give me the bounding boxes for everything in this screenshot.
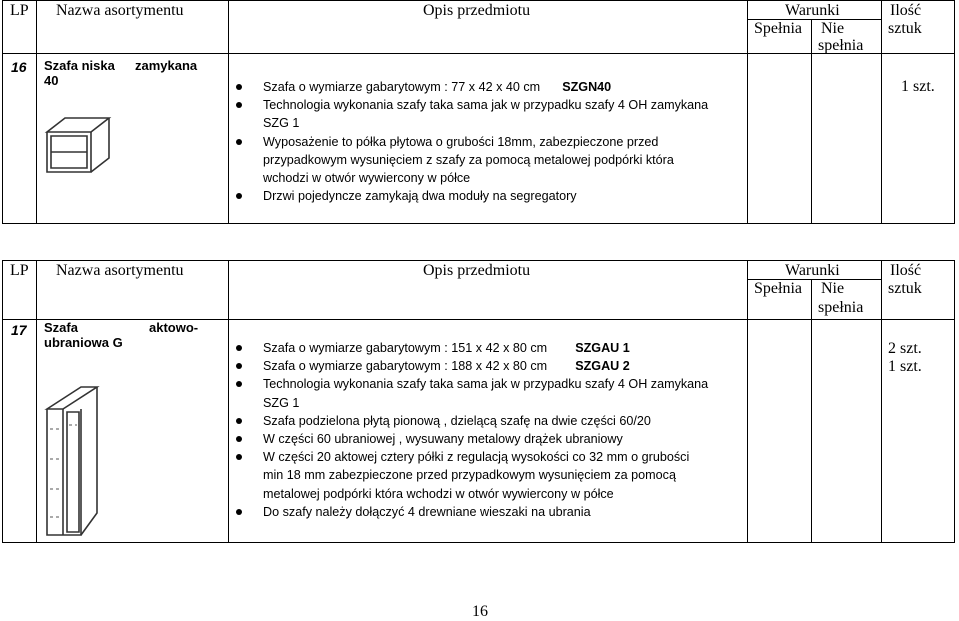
header-lp: LP: [10, 2, 29, 19]
item-name-line1b: aktowo-: [149, 320, 199, 335]
header-name: Nazwa asortymentu: [56, 2, 184, 19]
description-line: Drzwi pojedyncze zamykają dwa moduły na segregatory: [236, 187, 708, 205]
description-line: Wyposażenie to półka płytowa o grubości 18mm, zabezpieczone przed: [236, 133, 708, 151]
item-description-list: [236, 78, 708, 205]
description-line: przypadkowym wysunięciem z szafy za pomocą metalowej podpórki która: [263, 152, 674, 167]
item-name-line1a: Szafa niska: [44, 58, 115, 73]
description-line: min 18 mm zabezpieczone przed przypadkowym wysunięciem za pomocą: [263, 468, 676, 483]
page-number: 16: [472, 603, 488, 620]
header-meets: Spełnia: [754, 280, 802, 297]
description-line: SZG 1: [263, 395, 300, 410]
product-code: SZGAU 1: [575, 341, 630, 355]
product-code: SZGAU 2: [575, 359, 630, 374]
header-quantity-2: sztuk: [888, 20, 922, 37]
row-lp: 17: [11, 322, 27, 338]
product-code: SZGN40: [562, 80, 612, 94]
item-table-16: [2, 0, 955, 224]
description-line: Technologia wykonania szafy taka sama jak w przypadku szafy 4 OH zamykana: [236, 96, 708, 114]
description-line: SZG 1: [263, 116, 300, 131]
description-line: Szafa podzielona płytą pionową , dzielącą szafę na dwie części 60/20: [236, 412, 708, 430]
item-name-line2: 40: [44, 73, 59, 88]
header-quantity-1: Ilość: [890, 2, 922, 19]
header-description: Opis przedmiotu: [423, 2, 531, 19]
description-line: wchodzi w otwór wywiercony w półce: [263, 171, 471, 186]
item-name-line2: ubraniowa G: [44, 335, 123, 350]
description-line: W części 20 aktowej cztery półki z regulacją wysokości co 32 mm o grubości: [236, 448, 708, 466]
header-not-meets-1: Nie: [821, 280, 845, 297]
cabinet-low-illustration: [43, 114, 113, 176]
header-name: Nazwa asortymentu: [56, 262, 184, 279]
item-description-list: [236, 339, 708, 521]
header-not-meets-1: Nie: [821, 20, 845, 37]
header-not-meets-2: spełnia: [818, 299, 864, 316]
item-name-line1b: zamykana: [135, 58, 198, 73]
quantity-value: 2 szt.: [888, 340, 922, 357]
row-lp: 16: [11, 59, 27, 75]
description-line: Technologia wykonania szafy taka sama jak w przypadku szafy 4 OH zamykana: [236, 375, 708, 393]
description-line: W części 60 ubraniowej , wysuwany metalowy drążek ubraniowy: [236, 430, 708, 448]
description-line: Szafa o wymiarze gabarytowym : 188 x 42 x 80 cm SZGAU 2: [236, 357, 708, 375]
description-line: Do szafy należy dołączyć 4 drewniane wieszaki na ubrania: [236, 503, 708, 521]
header-conditions: Warunki: [785, 262, 840, 279]
header-not-meets-2: spełnia: [818, 37, 864, 54]
header-lp: LP: [10, 262, 29, 279]
header-conditions: Warunki: [785, 2, 840, 19]
header-meets: Spełnia: [754, 20, 802, 37]
item-name-line1a: Szafa: [44, 320, 78, 335]
description-line: Szafa o wymiarze gabarytowym : 151 x 42 x 80 cm SZGAU 1: [236, 339, 708, 357]
header-description: Opis przedmiotu: [423, 262, 531, 279]
quantity-value: 1 szt.: [888, 358, 922, 375]
item-table-17: [2, 260, 955, 543]
description-line: Szafa o wymiarze gabarytowym : 77 x 42 x 40 cm SZGN40: [236, 78, 708, 96]
cabinet-tall-illustration: [41, 379, 103, 537]
quantity-value: 1 szt.: [901, 78, 935, 95]
header-quantity-2: sztuk: [888, 280, 922, 297]
header-quantity-1: Ilość: [890, 262, 922, 279]
description-line: metalowej podpórki która wchodzi w otwór wywiercony w półce: [263, 486, 614, 501]
